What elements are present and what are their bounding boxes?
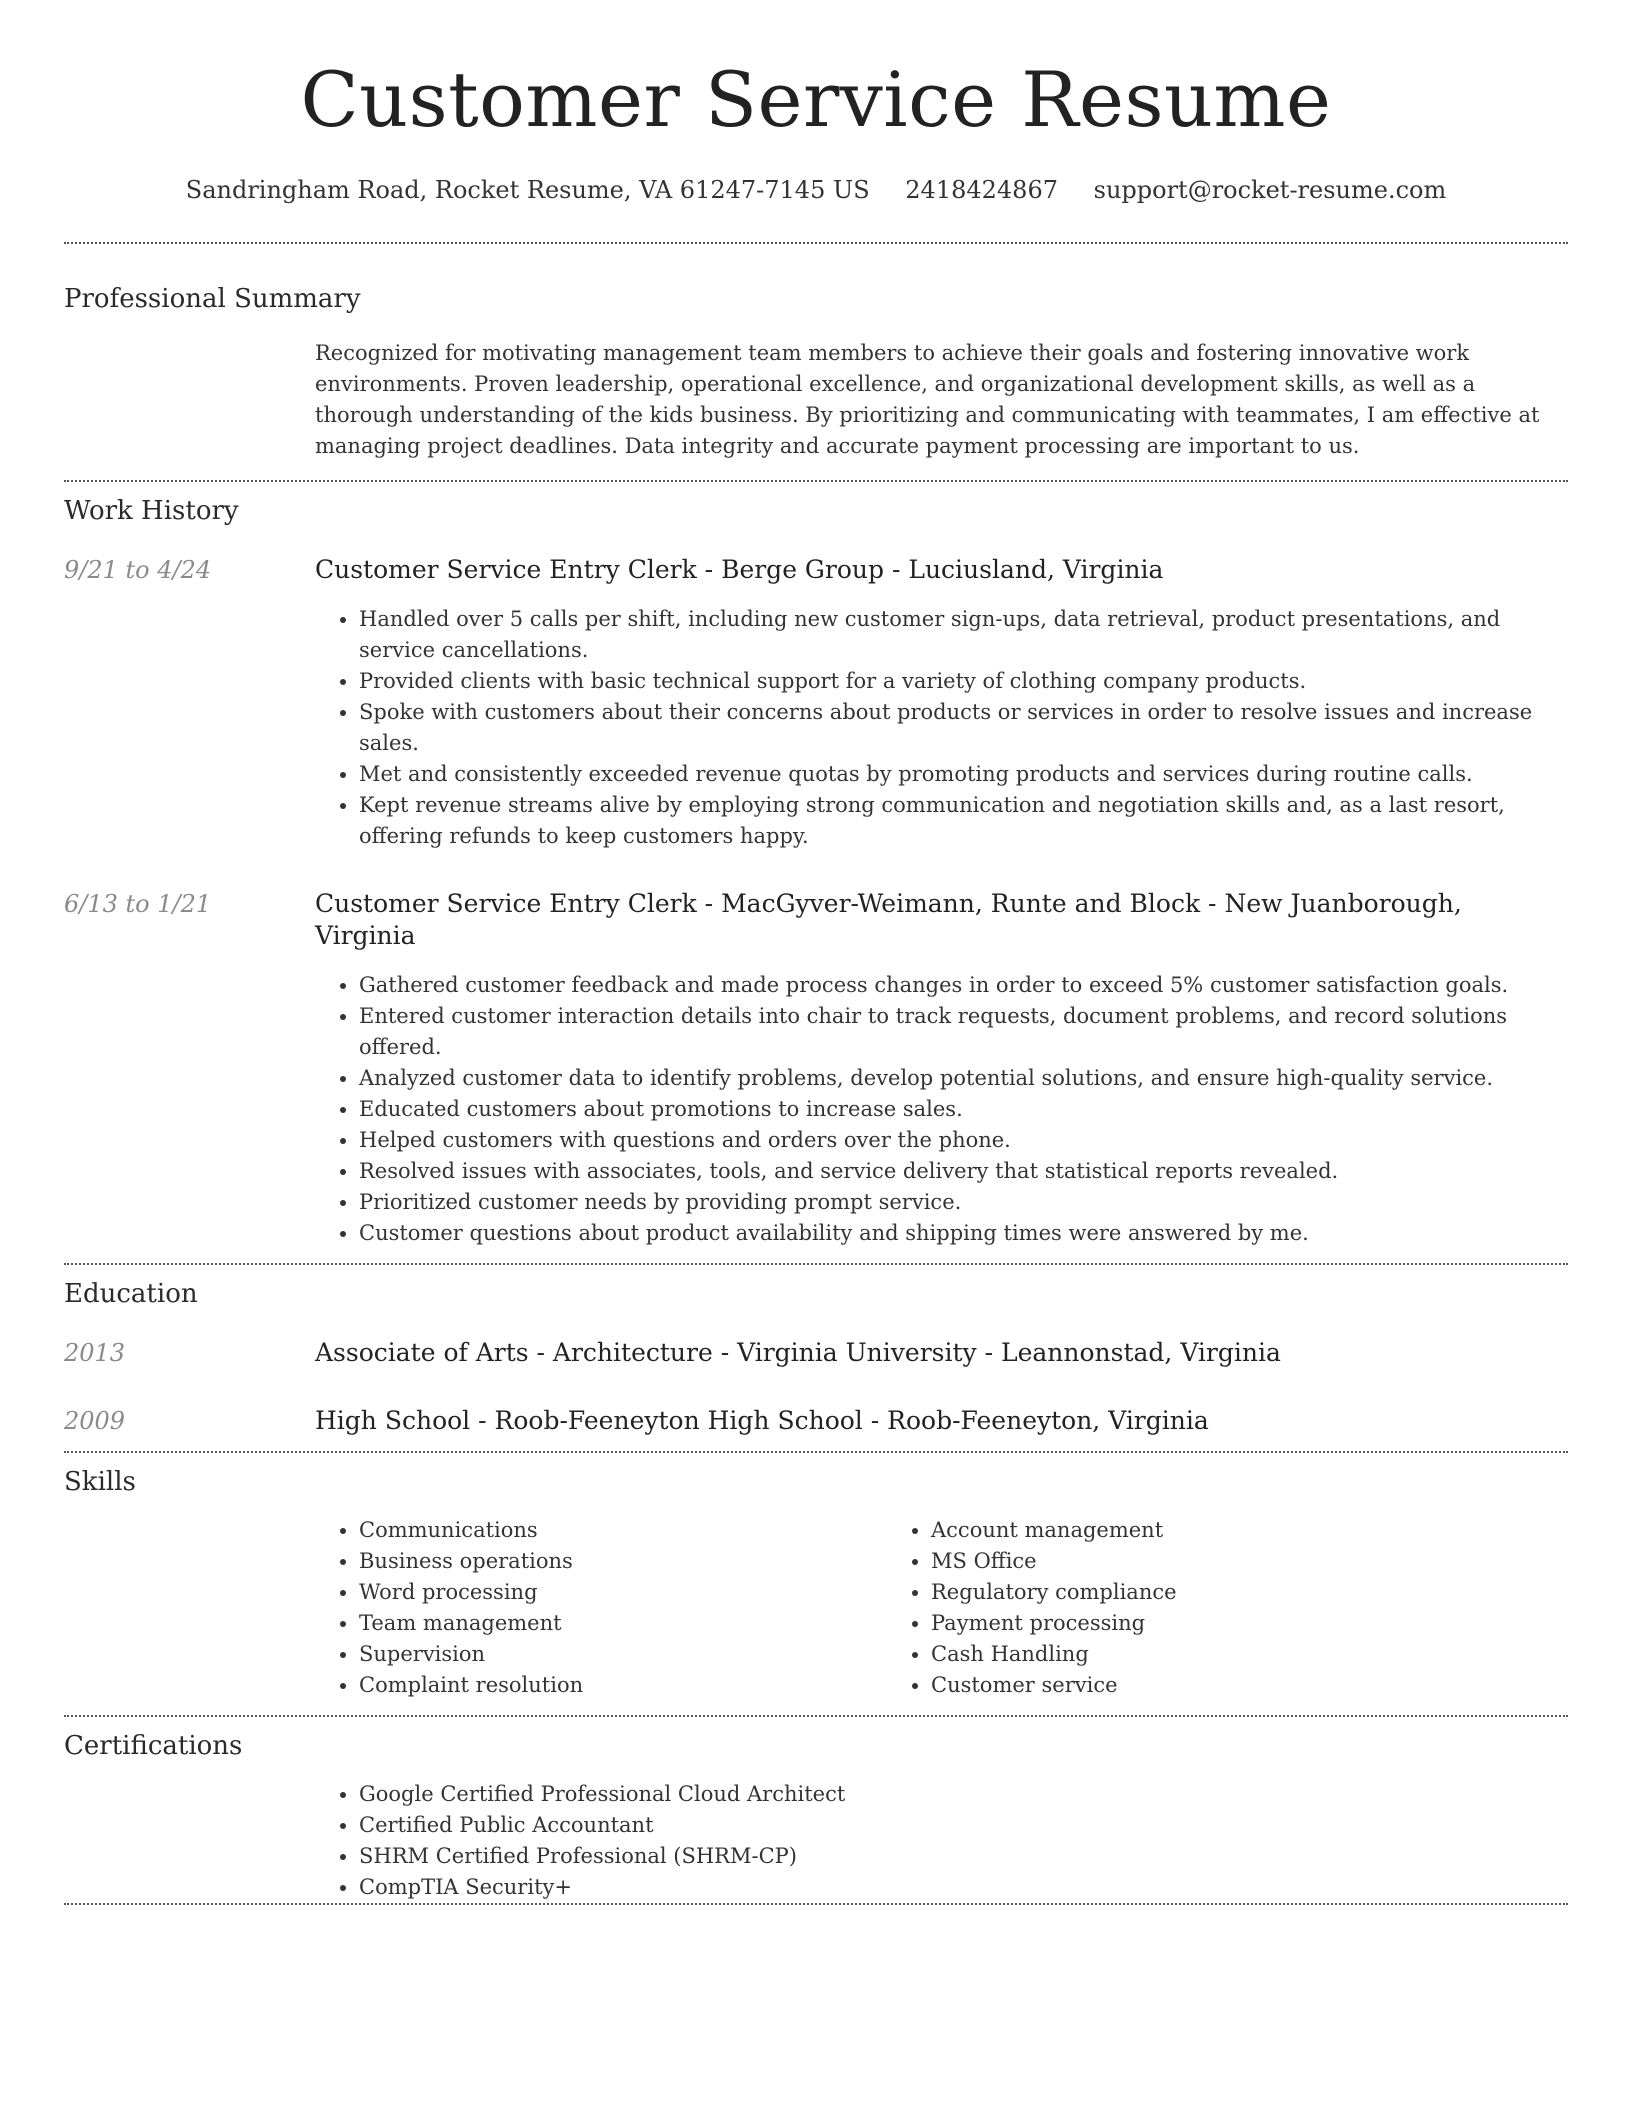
list-item: • Educated customers about promotions to increase sales.: [359, 1094, 1568, 1125]
job-bullets: [315, 604, 1568, 852]
education-year: 2009: [64, 1407, 126, 1435]
list-item: • Google Certified Professional Cloud Architect: [359, 1779, 1568, 1810]
divider: [64, 480, 1568, 482]
list-item: • Cash Handling: [931, 1639, 1459, 1670]
job-entry: [64, 554, 1568, 586]
skills-list: [315, 1515, 1568, 1701]
list-item: • Prioritized customer needs by providing prompt service.: [359, 1187, 1568, 1218]
summary-heading: Professional Summary: [64, 284, 361, 314]
list-item: • Word processing: [359, 1577, 887, 1608]
list-item: • Regulatory compliance: [931, 1577, 1459, 1608]
contact-line: [64, 176, 1568, 204]
work-history-heading: Work History: [64, 496, 239, 526]
divider: [64, 1715, 1568, 1717]
job-entry: [64, 888, 1568, 952]
job-dates: 9/21 to 4/24: [64, 556, 212, 584]
skills-heading: Skills: [64, 1467, 136, 1497]
job-bullets: [315, 970, 1568, 1249]
education-entry: [64, 1337, 1568, 1369]
list-item: • Payment processing: [931, 1608, 1459, 1639]
education-detail: Associate of Arts - Architecture - Virginia University - Leannonstad, Virginia: [315, 1338, 1281, 1367]
list-item: • Met and consistently exceeded revenue quotas by promoting products and services during routine calls.: [359, 759, 1568, 790]
list-item: • Team management: [359, 1608, 887, 1639]
list-item: • Supervision: [359, 1639, 887, 1670]
list-item: • Gathered customer feedback and made process changes in order to exceed 5% customer satisfaction goals.: [359, 970, 1568, 1001]
job-title: Customer Service Entry Clerk - Berge Group - Luciusland, Virginia: [315, 555, 1164, 584]
education-year: 2013: [64, 1339, 126, 1367]
list-item: • SHRM Certified Professional (SHRM-CP): [359, 1841, 1568, 1872]
list-item: • Entered customer interaction details into chair to track requests, document problems, and record solutions offered.: [359, 1001, 1568, 1063]
education-heading: Education: [64, 1279, 198, 1309]
list-item: • Kept revenue streams alive by employing strong communication and negotiation skills and, as a last resort, offering refunds to keep customers happy.: [359, 790, 1568, 852]
certifications-list: [315, 1779, 1568, 1903]
list-item: • Customer questions about product availability and shipping times were answered by me.: [359, 1218, 1568, 1249]
list-item: • Handled over 5 calls per shift, including new customer sign-ups, data retrieval, product presentations, and service cancellations.: [359, 604, 1568, 666]
divider: [64, 1903, 1568, 1905]
list-item: • CompTIA Security+: [359, 1872, 1568, 1903]
list-item: • Business operations: [359, 1546, 887, 1577]
education-detail: High School - Roob-Feeneyton High School - Roob-Feeneyton, Virginia: [315, 1406, 1209, 1435]
skills-column-left: [315, 1515, 887, 1701]
contact-phone: 2418424867: [905, 176, 1058, 204]
list-item: • Spoke with customers about their concerns about products or services in order to resolve issues and increase sales.: [359, 697, 1568, 759]
divider: [64, 1263, 1568, 1265]
list-item: • Helped customers with questions and orders over the phone.: [359, 1125, 1568, 1156]
list-item: • Complaint resolution: [359, 1670, 887, 1701]
education-entry: [64, 1405, 1568, 1437]
list-item: • Certified Public Accountant: [359, 1810, 1568, 1841]
summary-text: Recognized for motivating management team members to achieve their goals and fostering innovative work environments. Proven leadership, operational excellence, and organizational development skills, as well as a thorough understanding of the kids business. By prioritizing and communicating with teammates, I am effective at managing project deadlines. Data integrity and accurate payment processing are important to us.: [315, 341, 1540, 458]
divider: [64, 1451, 1568, 1453]
contact-address: Sandringham Road, Rocket Resume, VA 61247-7145 US: [185, 176, 870, 204]
list-item: • Provided clients with basic technical support for a variety of clothing company products.: [359, 666, 1568, 697]
list-item: • Account management: [931, 1515, 1459, 1546]
job-title: Customer Service Entry Clerk - MacGyver-Weimann, Runte and Block - New Juanborough, Virginia: [315, 889, 1462, 950]
list-item: • Resolved issues with associates, tools, and service delivery that statistical reports revealed.: [359, 1156, 1568, 1187]
skills-column-right: [887, 1515, 1459, 1701]
list-item: • Customer service: [931, 1670, 1459, 1701]
resume-title: Customer Service Resume: [300, 55, 1332, 144]
list-item: • Analyzed customer data to identify problems, develop potential solutions, and ensure high-quality service.: [359, 1063, 1568, 1094]
divider: [64, 242, 1568, 244]
certifications-heading: Certifications: [64, 1731, 243, 1761]
list-item: • MS Office: [931, 1546, 1459, 1577]
job-dates: 6/13 to 1/21: [64, 890, 212, 918]
contact-email: support@rocket-resume.com: [1093, 176, 1447, 204]
list-item: • Communications: [359, 1515, 887, 1546]
